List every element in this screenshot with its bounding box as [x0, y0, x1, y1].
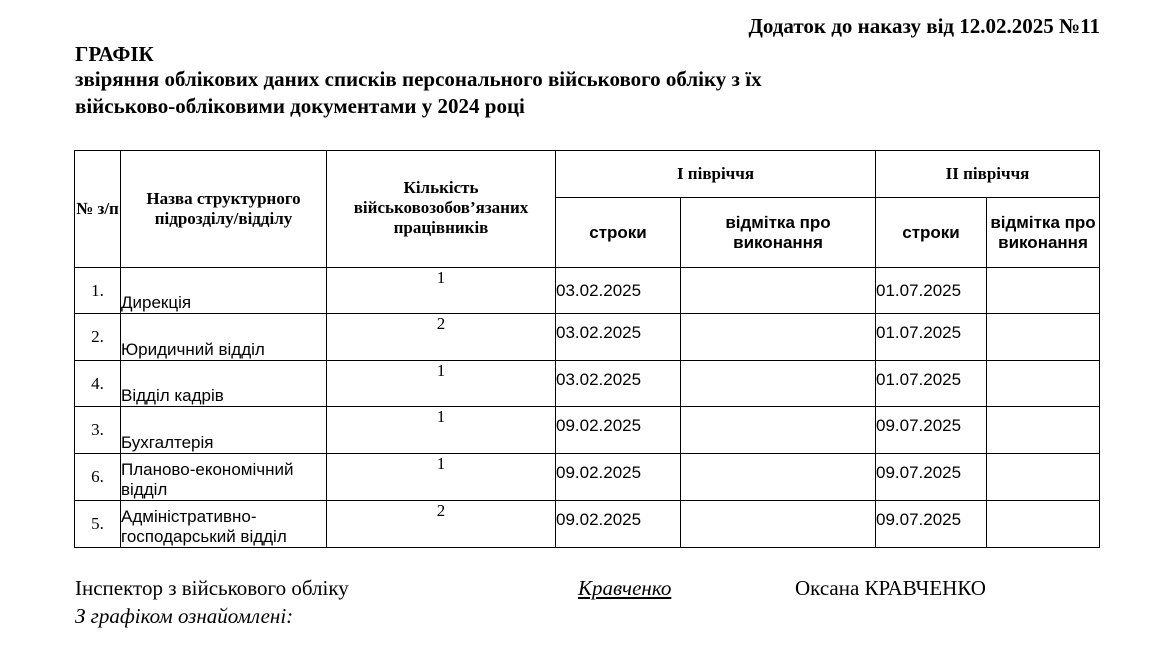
schedule-table — [74, 150, 1100, 548]
col-header-half1-terms: строки — [556, 198, 681, 268]
row-half1-date: 09.02.2025 — [556, 501, 681, 548]
row-half2-date: 09.07.2025 — [876, 454, 987, 501]
row-num: 3. — [75, 407, 121, 454]
col-header-half1-mark: відмітка про виконання — [681, 198, 876, 268]
row-half2-date: 01.07.2025 — [876, 314, 987, 361]
row-half1-mark — [681, 454, 876, 501]
row-count: 1 — [327, 361, 556, 407]
row-half2-date: 09.07.2025 — [876, 407, 987, 454]
document-title: ГРАФІК — [75, 42, 154, 66]
row-half1-mark — [681, 501, 876, 548]
row-half2-mark — [987, 314, 1100, 361]
row-half2-date: 01.07.2025 — [876, 268, 987, 314]
row-half1-mark — [681, 314, 876, 361]
row-half1-date: 03.02.2025 — [556, 361, 681, 407]
row-half2-date: 01.07.2025 — [876, 361, 987, 407]
row-name: Дирекція — [121, 268, 327, 314]
row-name: Юридичний відділ — [121, 314, 327, 361]
inspector-signature: Кравченко — [578, 576, 672, 600]
table-row — [75, 454, 1100, 501]
row-half2-mark — [987, 407, 1100, 454]
row-half2-mark — [987, 454, 1100, 501]
col-header-half1: І півріччя — [556, 151, 876, 198]
row-count: 2 — [327, 314, 556, 361]
footer — [75, 576, 1075, 628]
table-row — [75, 268, 1100, 314]
inspector-title: Інспектор з військового обліку — [75, 576, 349, 600]
row-half1-mark — [681, 407, 876, 454]
row-count: 1 — [327, 454, 556, 501]
row-count: 1 — [327, 268, 556, 314]
col-header-count: Кількість військовозобов’язаних працівників — [327, 151, 556, 268]
row-count: 2 — [327, 501, 556, 548]
col-header-half2-mark: відмітка про виконання — [987, 198, 1100, 268]
col-header-num: № з/п — [75, 151, 121, 268]
row-num: 1. — [75, 268, 121, 314]
document-subtitle-line-2: військово-обліковими документами у 2024 році — [75, 94, 525, 118]
row-half2-mark — [987, 268, 1100, 314]
acquainted-note: З графіком ознайомлені: — [75, 604, 294, 628]
title-block — [75, 42, 762, 120]
row-num: 2. — [75, 314, 121, 361]
row-name: Планово-економічний відділ — [121, 454, 327, 501]
table-row — [75, 407, 1100, 454]
row-half2-date: 09.07.2025 — [876, 501, 987, 548]
row-num: 6. — [75, 454, 121, 501]
row-half2-mark — [987, 361, 1100, 407]
row-half2-mark — [987, 501, 1100, 548]
col-header-half2-terms: строки — [876, 198, 987, 268]
table-row — [75, 501, 1100, 548]
row-half1-date: 09.02.2025 — [556, 407, 681, 454]
row-half1-date: 03.02.2025 — [556, 268, 681, 314]
row-num: 5. — [75, 501, 121, 548]
row-name: Адміністративно-господарський відділ — [121, 501, 327, 548]
row-name: Відділ кадрів — [121, 361, 327, 407]
row-num: 4. — [75, 361, 121, 407]
row-half1-mark — [681, 268, 876, 314]
col-header-half2: ІІ півріччя — [876, 151, 1100, 198]
row-half1-mark — [681, 361, 876, 407]
row-half1-date: 09.02.2025 — [556, 454, 681, 501]
document-subtitle-line-1: звіряння облікових даних списків персонального військового обліку з їх — [75, 67, 762, 91]
appendix-line: Додаток до наказу від 12.02.2025 №11 — [748, 14, 1100, 38]
table-row — [75, 361, 1100, 407]
row-count: 1 — [327, 407, 556, 454]
inspector-name: Оксана КРАВЧЕНКО — [795, 576, 986, 600]
row-half1-date: 03.02.2025 — [556, 314, 681, 361]
table-row — [75, 314, 1100, 361]
row-name: Бухгалтерія — [121, 407, 327, 454]
col-header-name: Назва структурного підрозділу/відділу — [121, 151, 327, 268]
